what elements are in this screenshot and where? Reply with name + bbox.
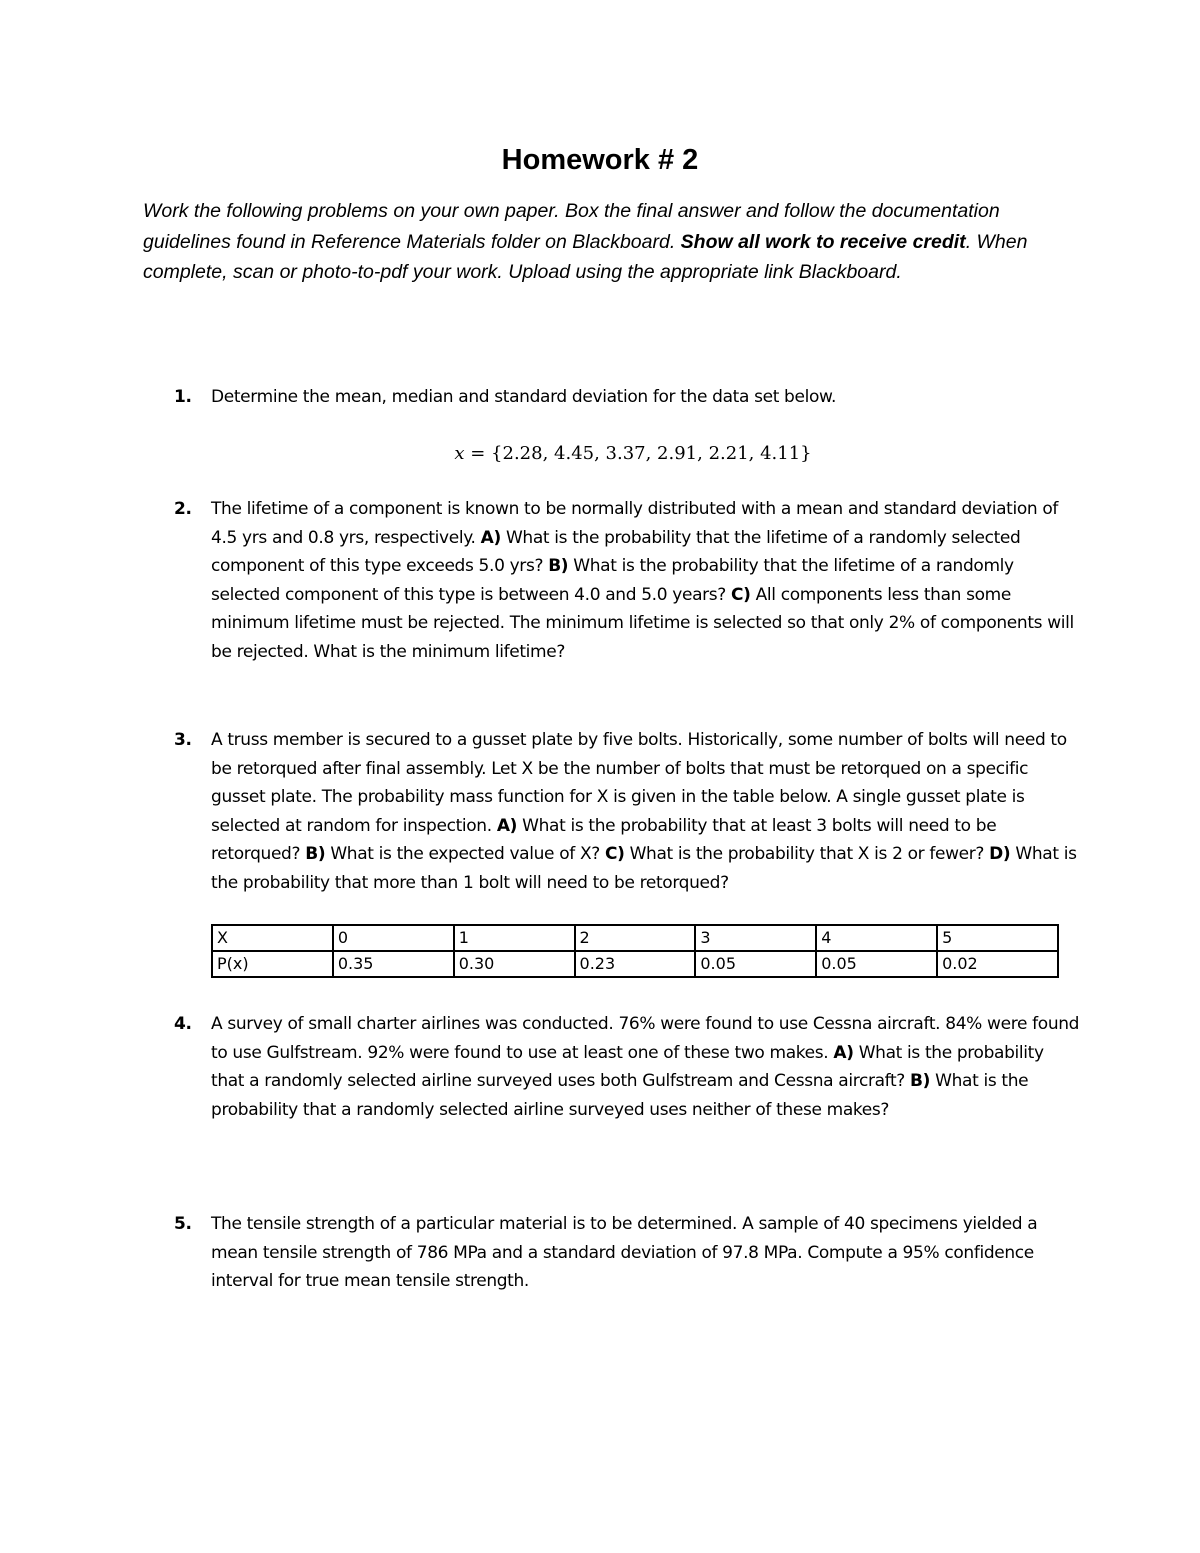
question-intro: The lifetime of a component is known to be normally distributed with a mean and standard deviation of 4.5 yrs and 0.8 yrs, respectively. <box>211 499 1059 548</box>
part-a-label: A) <box>496 815 518 836</box>
part-c-text: What is the probability that X is 2 or fewer? <box>624 844 990 865</box>
table-row <box>212 925 1058 951</box>
table-cell: P(x) <box>212 951 333 977</box>
question-number: 1. <box>174 387 192 407</box>
part-a-text: What is the probability that the lifetime of a randomly selected component of this type exceeds 5.0 yrs? <box>211 527 1021 577</box>
question-5 <box>174 1210 1081 1296</box>
instructions <box>143 196 1063 288</box>
table-cell: 4 <box>816 925 937 951</box>
question-text: Determine the mean, median and standard deviation for the data set below. <box>211 387 837 407</box>
question-3 <box>174 726 1081 898</box>
part-d-text: What is the probability that more than 1 bolt will need to be retorqued? <box>211 844 1077 893</box>
part-b-label: B) <box>548 556 569 577</box>
instructions-part1: Work the following problems on your own paper. Box the final answer and follow the documentation guidelines found in Reference Materials folder on Blackboard. <box>143 200 1000 253</box>
part-c-text: All components less than some minimum lifetime must be rejected. The minimum lifetime is selected so that only 2% of components will be rejected. What is the minimum lifetime? <box>211 584 1074 662</box>
question-4 <box>174 1010 1081 1124</box>
part-b-label: B) <box>305 844 326 865</box>
part-a-label: A) <box>480 527 501 548</box>
page-title: Homework # 2 <box>501 144 699 176</box>
table-cell: 0.05 <box>695 951 816 977</box>
data-set-formula <box>0 440 1200 468</box>
part-a-text: What is the probability that at least 3 bolts will need to be retorqued? <box>211 815 997 865</box>
table-cell: 5 <box>937 925 1058 951</box>
part-d-label: D) <box>989 844 1011 865</box>
table-cell: 1 <box>454 925 575 951</box>
part-a-label: A) <box>833 1042 854 1063</box>
table-row <box>212 951 1058 977</box>
formula-variable: x <box>454 443 465 464</box>
part-c-label: C) <box>731 584 751 605</box>
question-2 <box>174 495 1081 667</box>
table-cell: 0.30 <box>454 951 575 977</box>
question-intro: A survey of small charter airlines was conducted. 76% were found to use Cessna aircraft. 84% were found to use Gulfstream. 92% were found to use at least one of these two makes. <box>211 1014 1080 1063</box>
question-intro: A truss member is secured to a gusset plate by five bolts. Historically, some number of bolts will need to be retorqued after final assembly. Let X be the number of bolts that must be retorqued on a specific gusset plate. The probability mass function for X is given in the table below. A single gusset plate is selected at random for inspection. <box>211 730 1067 836</box>
table-cell: 2 <box>575 925 696 951</box>
part-c-label: C) <box>604 844 625 865</box>
table-cell: 0.05 <box>816 951 937 977</box>
part-a-text: What is the probability that a randomly selected airline surveyed uses both Gulfstream and Cessna aircraft? <box>211 1042 1044 1092</box>
part-b-label: B) <box>910 1071 931 1092</box>
part-b-text: What is the probability that the lifetime of a randomly selected component of this type is between 4.0 and 5.0 years? <box>211 556 1014 605</box>
question-number: 4. <box>174 1014 192 1034</box>
table-cell: 0.35 <box>333 951 454 977</box>
question-number: 2. <box>174 499 192 519</box>
part-b-text: What is the probability that a randomly selected airline surveyed uses neither of these makes? <box>211 1071 1029 1120</box>
question-number: 5. <box>174 1214 192 1234</box>
table-cell: X <box>212 925 333 951</box>
formula-values: = {2.28, 4.45, 3.37, 2.91, 2.21, 4.11} <box>464 443 812 464</box>
question-number: 3. <box>174 730 192 750</box>
instructions-part2: . When complete, scan or photo-to-pdf your work. Upload using the appropriate link Blackboard. <box>143 230 1028 283</box>
table-cell: 0.23 <box>575 951 696 977</box>
pmf-table <box>211 924 1059 978</box>
question-text: The tensile strength of a particular material is to be determined. A sample of 40 specimens yielded a mean tensile strength of 786 MPa and a standard deviation of 97.8 MPa. Compute a 95% confidence interval for true mean tensile strength. <box>211 1214 1038 1292</box>
question-1 <box>174 383 1081 412</box>
part-b-text: What is the expected value of X? <box>325 844 605 865</box>
table-cell: 0 <box>333 925 454 951</box>
table-cell: 0.02 <box>937 951 1058 977</box>
table-cell: 3 <box>695 925 816 951</box>
instructions-bold: Show all work to receive credit <box>680 230 966 253</box>
